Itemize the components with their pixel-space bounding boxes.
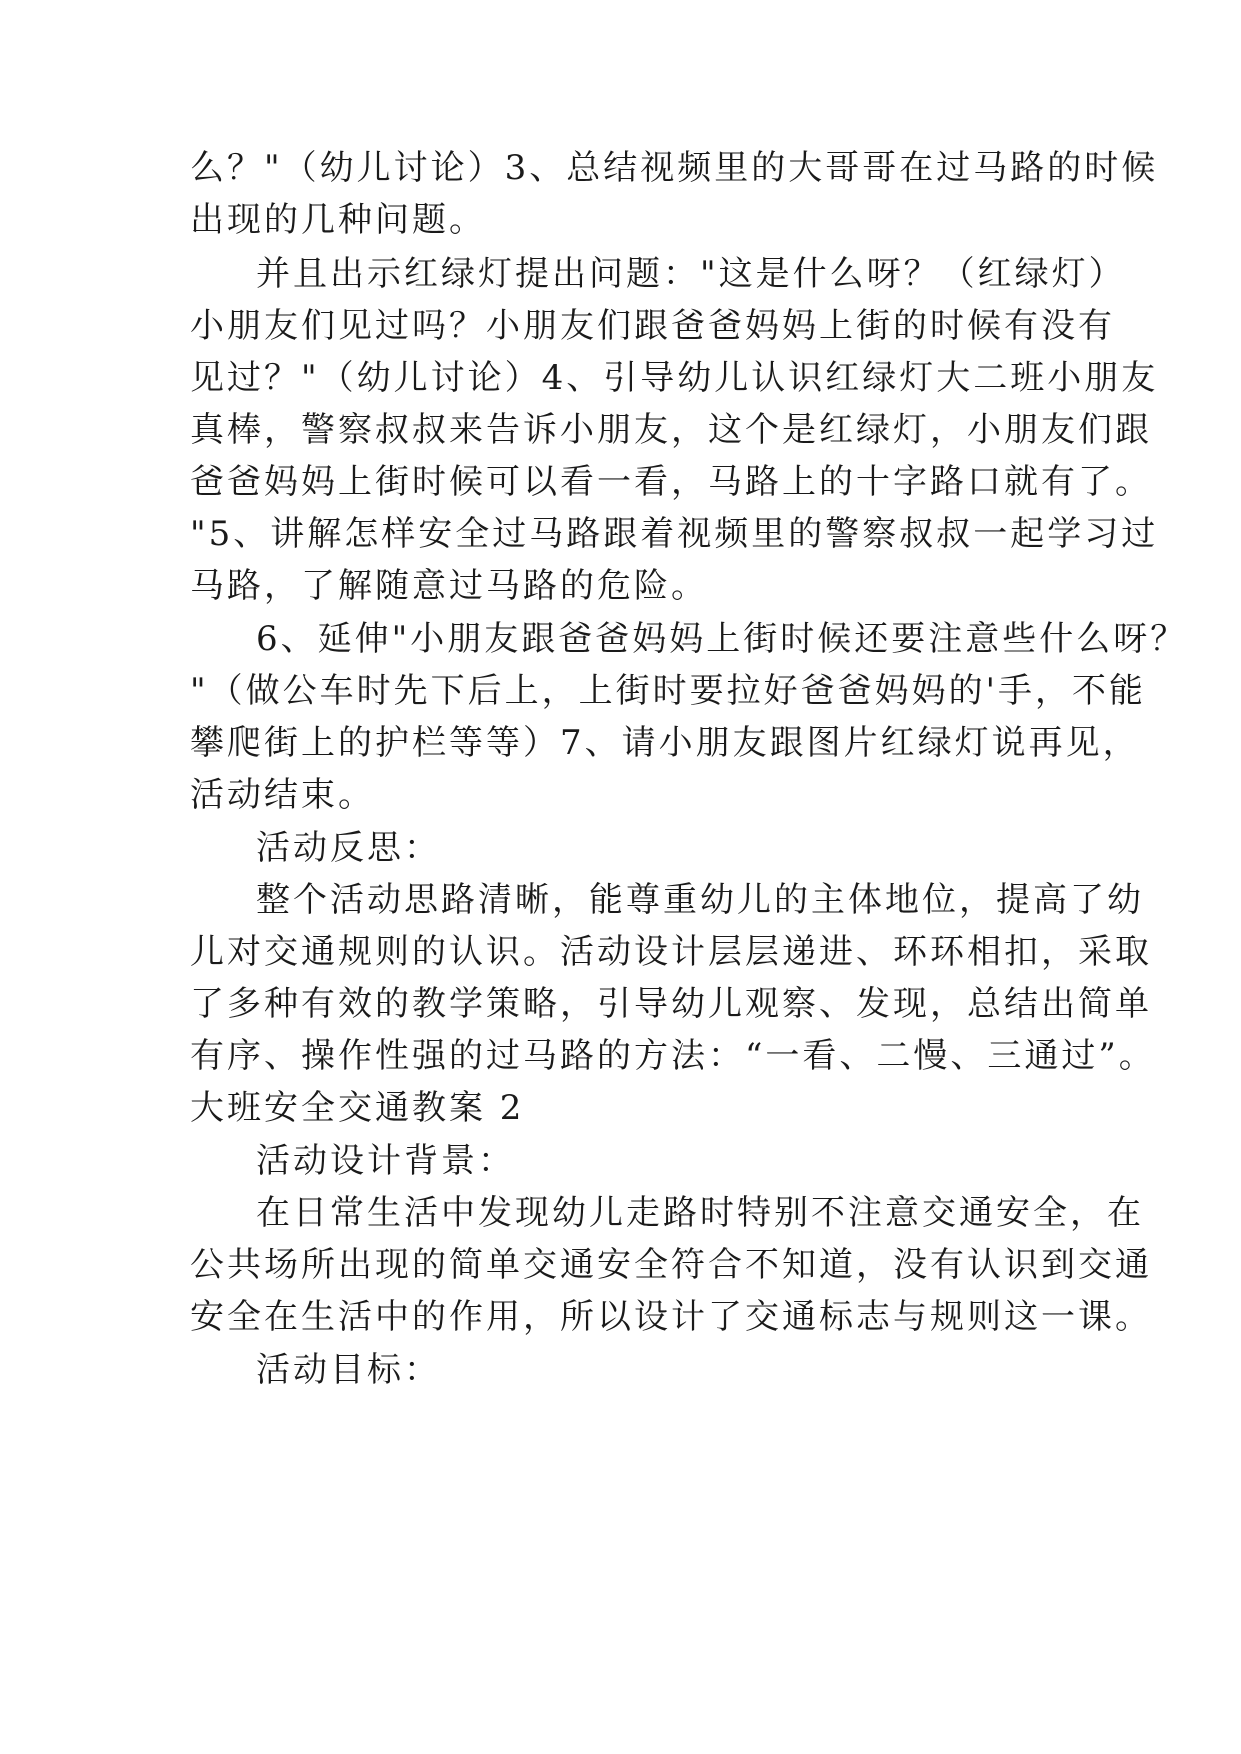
text-line: 公共场所出现的简单交通安全符合不知道，没有认识到交通 (190, 1245, 1152, 1285)
section-heading: 活动目标： (256, 1350, 441, 1390)
text-line: 活动结束。 (190, 775, 375, 815)
text-line: 安全在生活中的作用，所以设计了交通标志与规则这一课。 (190, 1297, 1152, 1337)
text-line: 小朋友们见过吗？小朋友们跟爸爸妈妈上街的时候有没有 (190, 306, 1115, 346)
text-line: 有序、操作性强的过马路的方法：“一看、二慢、三通过”。 (190, 1036, 1156, 1076)
text-line: 见过？"（幼儿讨论）4、引导幼儿认识红绿灯大二班小朋友 (190, 358, 1159, 398)
paragraph-start: 6、延伸"小朋友跟爸爸妈妈上街时候还要注意些什么呀？ (256, 619, 1188, 659)
text-line: 么？"（幼儿讨论）3、总结视频里的大哥哥在过马路的时候 (190, 148, 1159, 188)
paragraph-start: 并且出示红绿灯提出问题："这是什么呀？（红绿灯） (256, 254, 1126, 294)
section-heading: 活动反思： (256, 828, 441, 868)
paragraph-start: 整个活动思路清晰，能尊重幼儿的主体地位，提高了幼 (256, 880, 1144, 920)
text-line: 出现的几种问题。 (190, 200, 486, 240)
text-line: 儿对交通规则的认识。活动设计层层递进、环环相扣，采取 (190, 932, 1152, 972)
text-line: 攀爬街上的护栏等等）7、请小朋友跟图片红绿灯说再见， (190, 723, 1140, 763)
document-title: 大班安全交通教案 2 (190, 1088, 525, 1128)
text-line: "5、讲解怎样安全过马路跟着视频里的警察叔叔一起学习过 (190, 514, 1159, 554)
text-line: 爸爸妈妈上街时候可以看一看，马路上的十字路口就有了。 (190, 462, 1152, 502)
text-line: 了多种有效的教学策略，引导幼儿观察、发现，总结出简单 (190, 984, 1152, 1024)
text-line: 马路，了解随意过马路的危险。 (190, 566, 708, 606)
paragraph-start: 在日常生活中发现幼儿走路时特别不注意交通安全，在 (256, 1193, 1144, 1233)
text-line: 真棒，警察叔叔来告诉小朋友，这个是红绿灯，小朋友们跟 (190, 410, 1152, 450)
section-heading: 活动设计背景： (256, 1141, 515, 1181)
text-line: "（做公车时先下后上，上街时要拉好爸爸妈妈的'手，不能 (190, 671, 1146, 711)
